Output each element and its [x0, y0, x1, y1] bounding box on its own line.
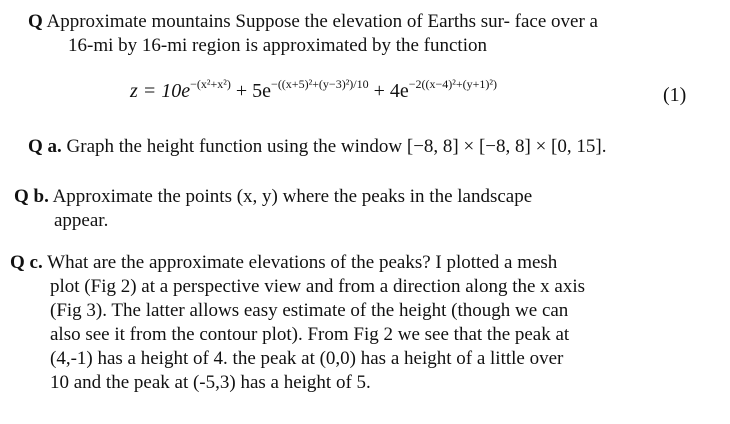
exponent-3: −2((x−4)²+(y+1)²) — [408, 77, 498, 91]
intro-text-1: Approximate mountains Suppose the elevation of Earths sur- face over a — [46, 11, 598, 32]
intro-text-2: 16-mi by 16-mi region is approximated by the function — [68, 35, 487, 56]
question-c-text-4: also see it from the contour plot). From Fig 2 we see that the peak at — [50, 324, 570, 345]
question-a-line — [28, 135, 606, 159]
intro-line-1 — [28, 10, 598, 34]
question-c-text-1: What are the approximate elevations of the peaks? I plotted a mesh — [47, 252, 558, 273]
question-c-text-6: 10 and the peak at (-5,3) has a height of 5. — [50, 372, 371, 393]
question-c-line-1 — [10, 251, 585, 275]
question-c — [10, 251, 585, 395]
equation-term-2: + 5e — [230, 80, 272, 102]
exponent-1: −(x²+x²) — [190, 77, 231, 91]
height-function-equation — [130, 77, 498, 103]
intro-paragraph — [28, 10, 598, 58]
equation-number: (1) — [663, 84, 687, 106]
exponent-2: −((x+5)²+(y−3)²)/10 — [271, 77, 369, 91]
question-a-prefix: Q a. — [28, 136, 62, 157]
equation-term-3: + 4e — [368, 80, 409, 102]
question-c-text-3: (Fig 3). The latter allows easy estimate of the height (though we can — [50, 300, 569, 321]
question-a — [28, 135, 606, 159]
question-c-prefix: Q c. — [10, 252, 43, 273]
question-prefix: Q — [28, 11, 43, 32]
question-b-prefix: Q b. — [14, 186, 49, 207]
question-b-line-1 — [14, 185, 532, 209]
equation-row — [0, 78, 730, 112]
question-b — [14, 185, 532, 233]
question-a-text: Graph the height function using the window [−8, 8] × [−8, 8] × [0, 15]. — [66, 136, 607, 157]
question-c-text-2: plot (Fig 2) at a perspective view and from a direction along the x axis — [50, 276, 586, 297]
question-c-text-5: (4,-1) has a height of 4. the peak at (0,0) has a height of a little over — [50, 348, 564, 369]
question-b-text-2: appear. — [54, 210, 109, 231]
question-b-text-1: Approximate the points (x, y) where the peaks in the landscape — [52, 186, 533, 207]
equation-lhs: z = 10e — [130, 80, 191, 102]
